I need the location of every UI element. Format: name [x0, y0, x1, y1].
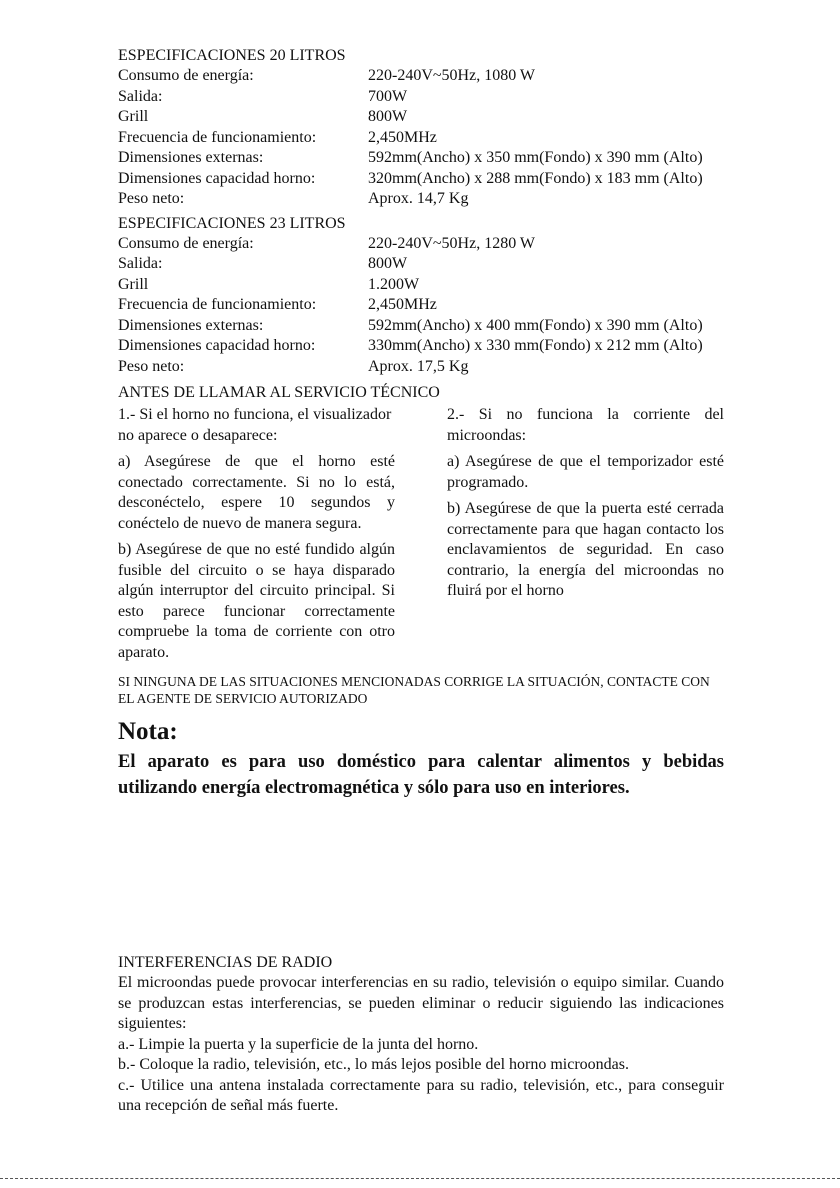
spec-value: 1.200W	[368, 275, 420, 293]
page-bottom-divider	[0, 1178, 840, 1179]
spec-value: Aprox. 14,7 Kg	[368, 190, 469, 207]
service-left-column	[118, 405, 395, 669]
interference-title: INTERFERENCIAS DE RADIO	[118, 954, 333, 971]
interference-section	[118, 953, 724, 1117]
spec-23-title: ESPECIFICACIONES 23 LITROS	[118, 214, 346, 232]
service-right-a: a) Asegúrese de que el temporizador esté programado.	[447, 453, 724, 491]
spec-row	[118, 148, 724, 169]
spec-value: 330mm(Ancho) x 330 mm(Fondo) x 212 mm (Alto)	[368, 337, 703, 354]
spec-value: 800W	[368, 108, 408, 125]
interference-intro: El microondas puede provocar interferencias en su radio, televisión o equipo similar. Cuando se produzcan estas interferencias, se pueden eliminar o reducir siguiendo las indicaciones siguientes:	[118, 974, 724, 1032]
spec-value: 592mm(Ancho) x 350 mm(Fondo) x 390 mm (Alto)	[368, 149, 703, 166]
spec-label: Consumo de energía:	[118, 67, 254, 84]
spec-label: Dimensiones externas:	[118, 316, 264, 334]
spec-row	[118, 275, 724, 296]
spec-label: Peso neto:	[118, 357, 185, 375]
spec-label: Peso neto:	[118, 190, 185, 207]
spec-row	[118, 87, 724, 108]
spec-value: 2,450MHz	[368, 296, 437, 313]
spec-value: 800W	[368, 255, 408, 272]
spec-row	[118, 357, 724, 378]
interference-item: a.- Limpie la puerta y la superficie de la junta del horno.	[118, 1035, 479, 1053]
interference-item: c.- Utilice una antena instalada correctamente para su radio, televisión, etc., para conseguir una recepción de señal más fuerte.	[118, 1076, 724, 1114]
interference-item: b.- Coloque la radio, televisión, etc., lo más lejos posible del horno microondas.	[118, 1056, 630, 1073]
spec-label: Grill	[118, 108, 149, 125]
spec-label: Dimensiones externas:	[118, 149, 264, 166]
nota-title: Nota:	[118, 718, 178, 745]
service-left-a: a) Asegúrese de que el horno esté conectado correctamente. Si no lo está, desconéctelo, espere 10 segundos y conéctelo de nuevo de manera segura.	[118, 453, 395, 532]
spec-20-litros	[118, 46, 724, 210]
spec-23-litros	[118, 214, 724, 378]
spec-value: 2,450MHz	[368, 128, 437, 146]
service-left-b: b) Asegúrese de que no esté fundido algún fusible del circuito o se haya disparado algún interruptor del circuito principal. Si esto parece funcionar correctamente compruebe la toma de corriente con otro aparato.	[118, 541, 395, 661]
spec-value: 220-240V~50Hz, 1280 W	[368, 234, 536, 252]
document-page	[118, 46, 724, 801]
spec-row	[118, 169, 724, 190]
spec-label: Frecuencia de funcionamiento:	[118, 128, 317, 146]
spec-row	[118, 128, 724, 149]
spec-row	[118, 316, 724, 337]
service-contact-note: SI NINGUNA DE LAS SITUACIONES MENCIONADAS CORRIGE LA SITUACIÓN, CONTACTE CON EL AGENTE DE SERVICIO AUTORIZADO	[118, 674, 710, 706]
spec-value: 220-240V~50Hz, 1080 W	[368, 67, 536, 84]
spec-label: Grill	[118, 275, 149, 293]
service-right-intro: 2.- Si no funciona la corriente del microondas:	[447, 406, 724, 444]
service-right-column	[447, 405, 724, 669]
spec-row	[118, 295, 724, 316]
spec-20-title: ESPECIFICACIONES 20 LITROS	[118, 47, 346, 64]
spec-label: Salida:	[118, 87, 163, 105]
spec-label: Dimensiones capacidad horno:	[118, 337, 316, 354]
spec-label: Frecuencia de funcionamiento:	[118, 296, 317, 313]
service-left-intro: 1.- Si el horno no funciona, el visualizador no aparece o desaparece:	[118, 406, 392, 444]
service-right-b: b) Asegúrese de que la puerta esté cerrada correctamente para que hagan contacto los enclavamientos de seguridad. En caso contrario, la energía del microondas no fluirá por el horno	[447, 500, 724, 599]
spec-value: 320mm(Ancho) x 288 mm(Fondo) x 183 mm (Alto)	[368, 169, 703, 187]
spec-row	[118, 254, 724, 275]
service-title: ANTES DE LLAMAR AL SERVICIO TÉCNICO	[118, 384, 440, 401]
spec-value: 592mm(Ancho) x 400 mm(Fondo) x 390 mm (Alto)	[368, 316, 703, 334]
spec-label: Consumo de energía:	[118, 234, 254, 252]
spec-label: Salida:	[118, 255, 163, 272]
spec-row	[118, 189, 724, 210]
nota-body: El aparato es para uso doméstico para calentar alimentos y bebidas utilizando energía electromagnética y sólo para uso en interiores.	[118, 752, 724, 798]
spec-row	[118, 234, 724, 255]
spec-value: Aprox. 17,5 Kg	[368, 357, 469, 375]
spec-row	[118, 336, 724, 357]
spec-label: Dimensiones capacidad horno:	[118, 169, 316, 187]
spec-row	[118, 66, 724, 87]
service-columns	[118, 405, 724, 669]
spec-row	[118, 107, 724, 128]
spec-value: 700W	[368, 87, 408, 105]
